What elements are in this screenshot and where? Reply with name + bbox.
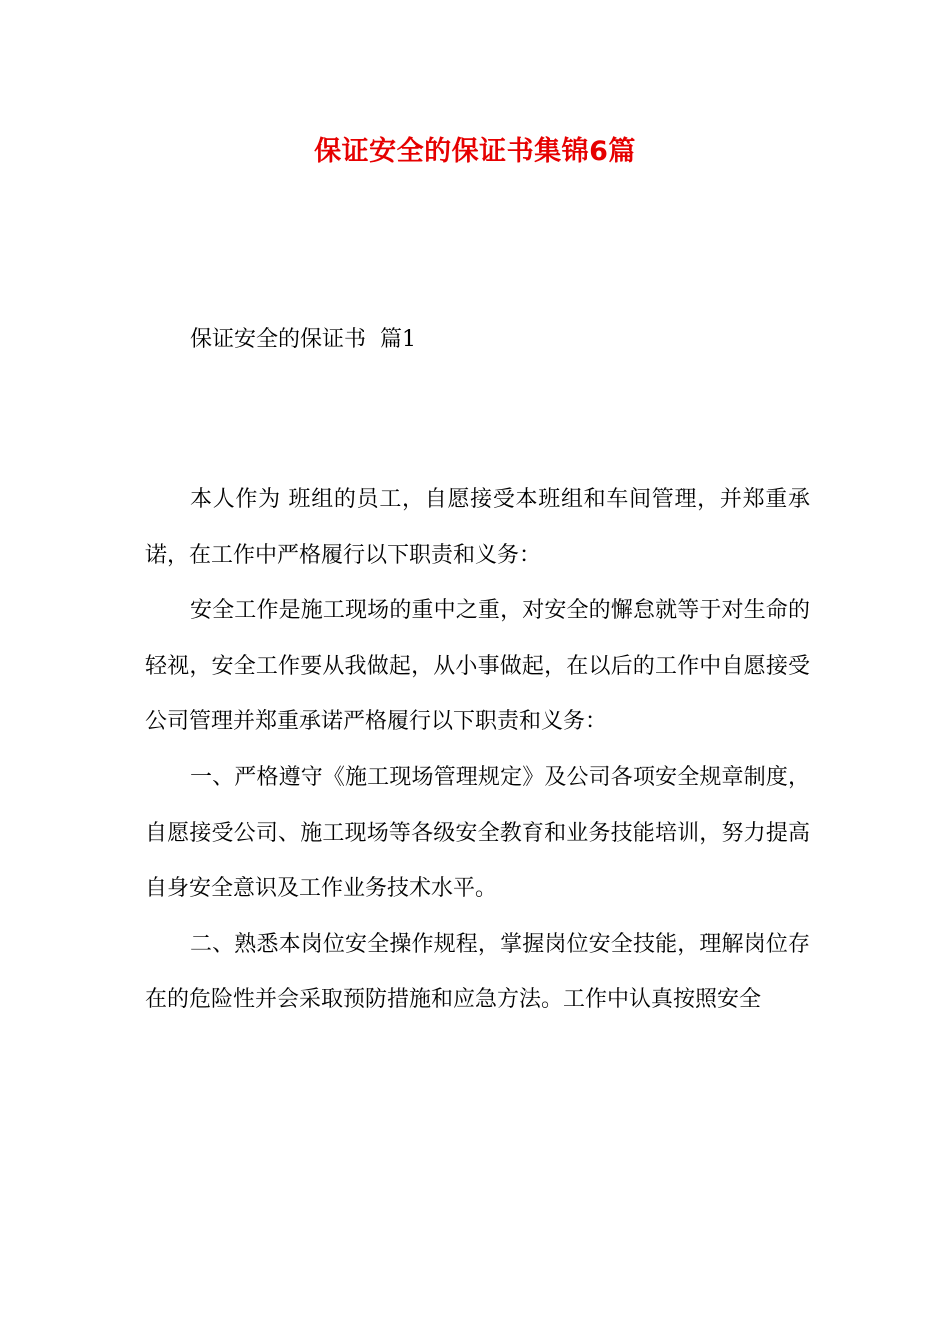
body-paragraph: 安全工作是施工现场的重中之重，对安全的懈怠就等于对生命的轻视，安全工作要从我做起，从小事做起，在以后的工作中自愿接受公司管理并郑重承诺严格履行以下职责和义务： xyxy=(145,598,810,735)
body-paragraph: 二、熟悉本岗位安全操作规程，掌握岗位安全技能，理解岗位存在的危险性并会采取预防措施和应急方法。工作中认真按照安全 xyxy=(145,931,810,1013)
section-heading: 保证安全的保证书 篇1 xyxy=(190,327,416,352)
body-paragraph: 本人作为 班组的员工，自愿接受本班组和车间管理，并郑重承诺，在工作中严格履行以下职责和义务： xyxy=(145,487,810,568)
document-title: 保证安全的保证书集锦6篇 xyxy=(314,136,636,167)
document-body xyxy=(145,472,810,1028)
body-paragraph: 一、严格遵守《施工现场管理规定》及公司各项安全规章制度，自愿接受公司、施工现场等各级安全教育和业务技能培训，努力提高自身安全意识及工作业务技术水平。 xyxy=(145,764,810,902)
